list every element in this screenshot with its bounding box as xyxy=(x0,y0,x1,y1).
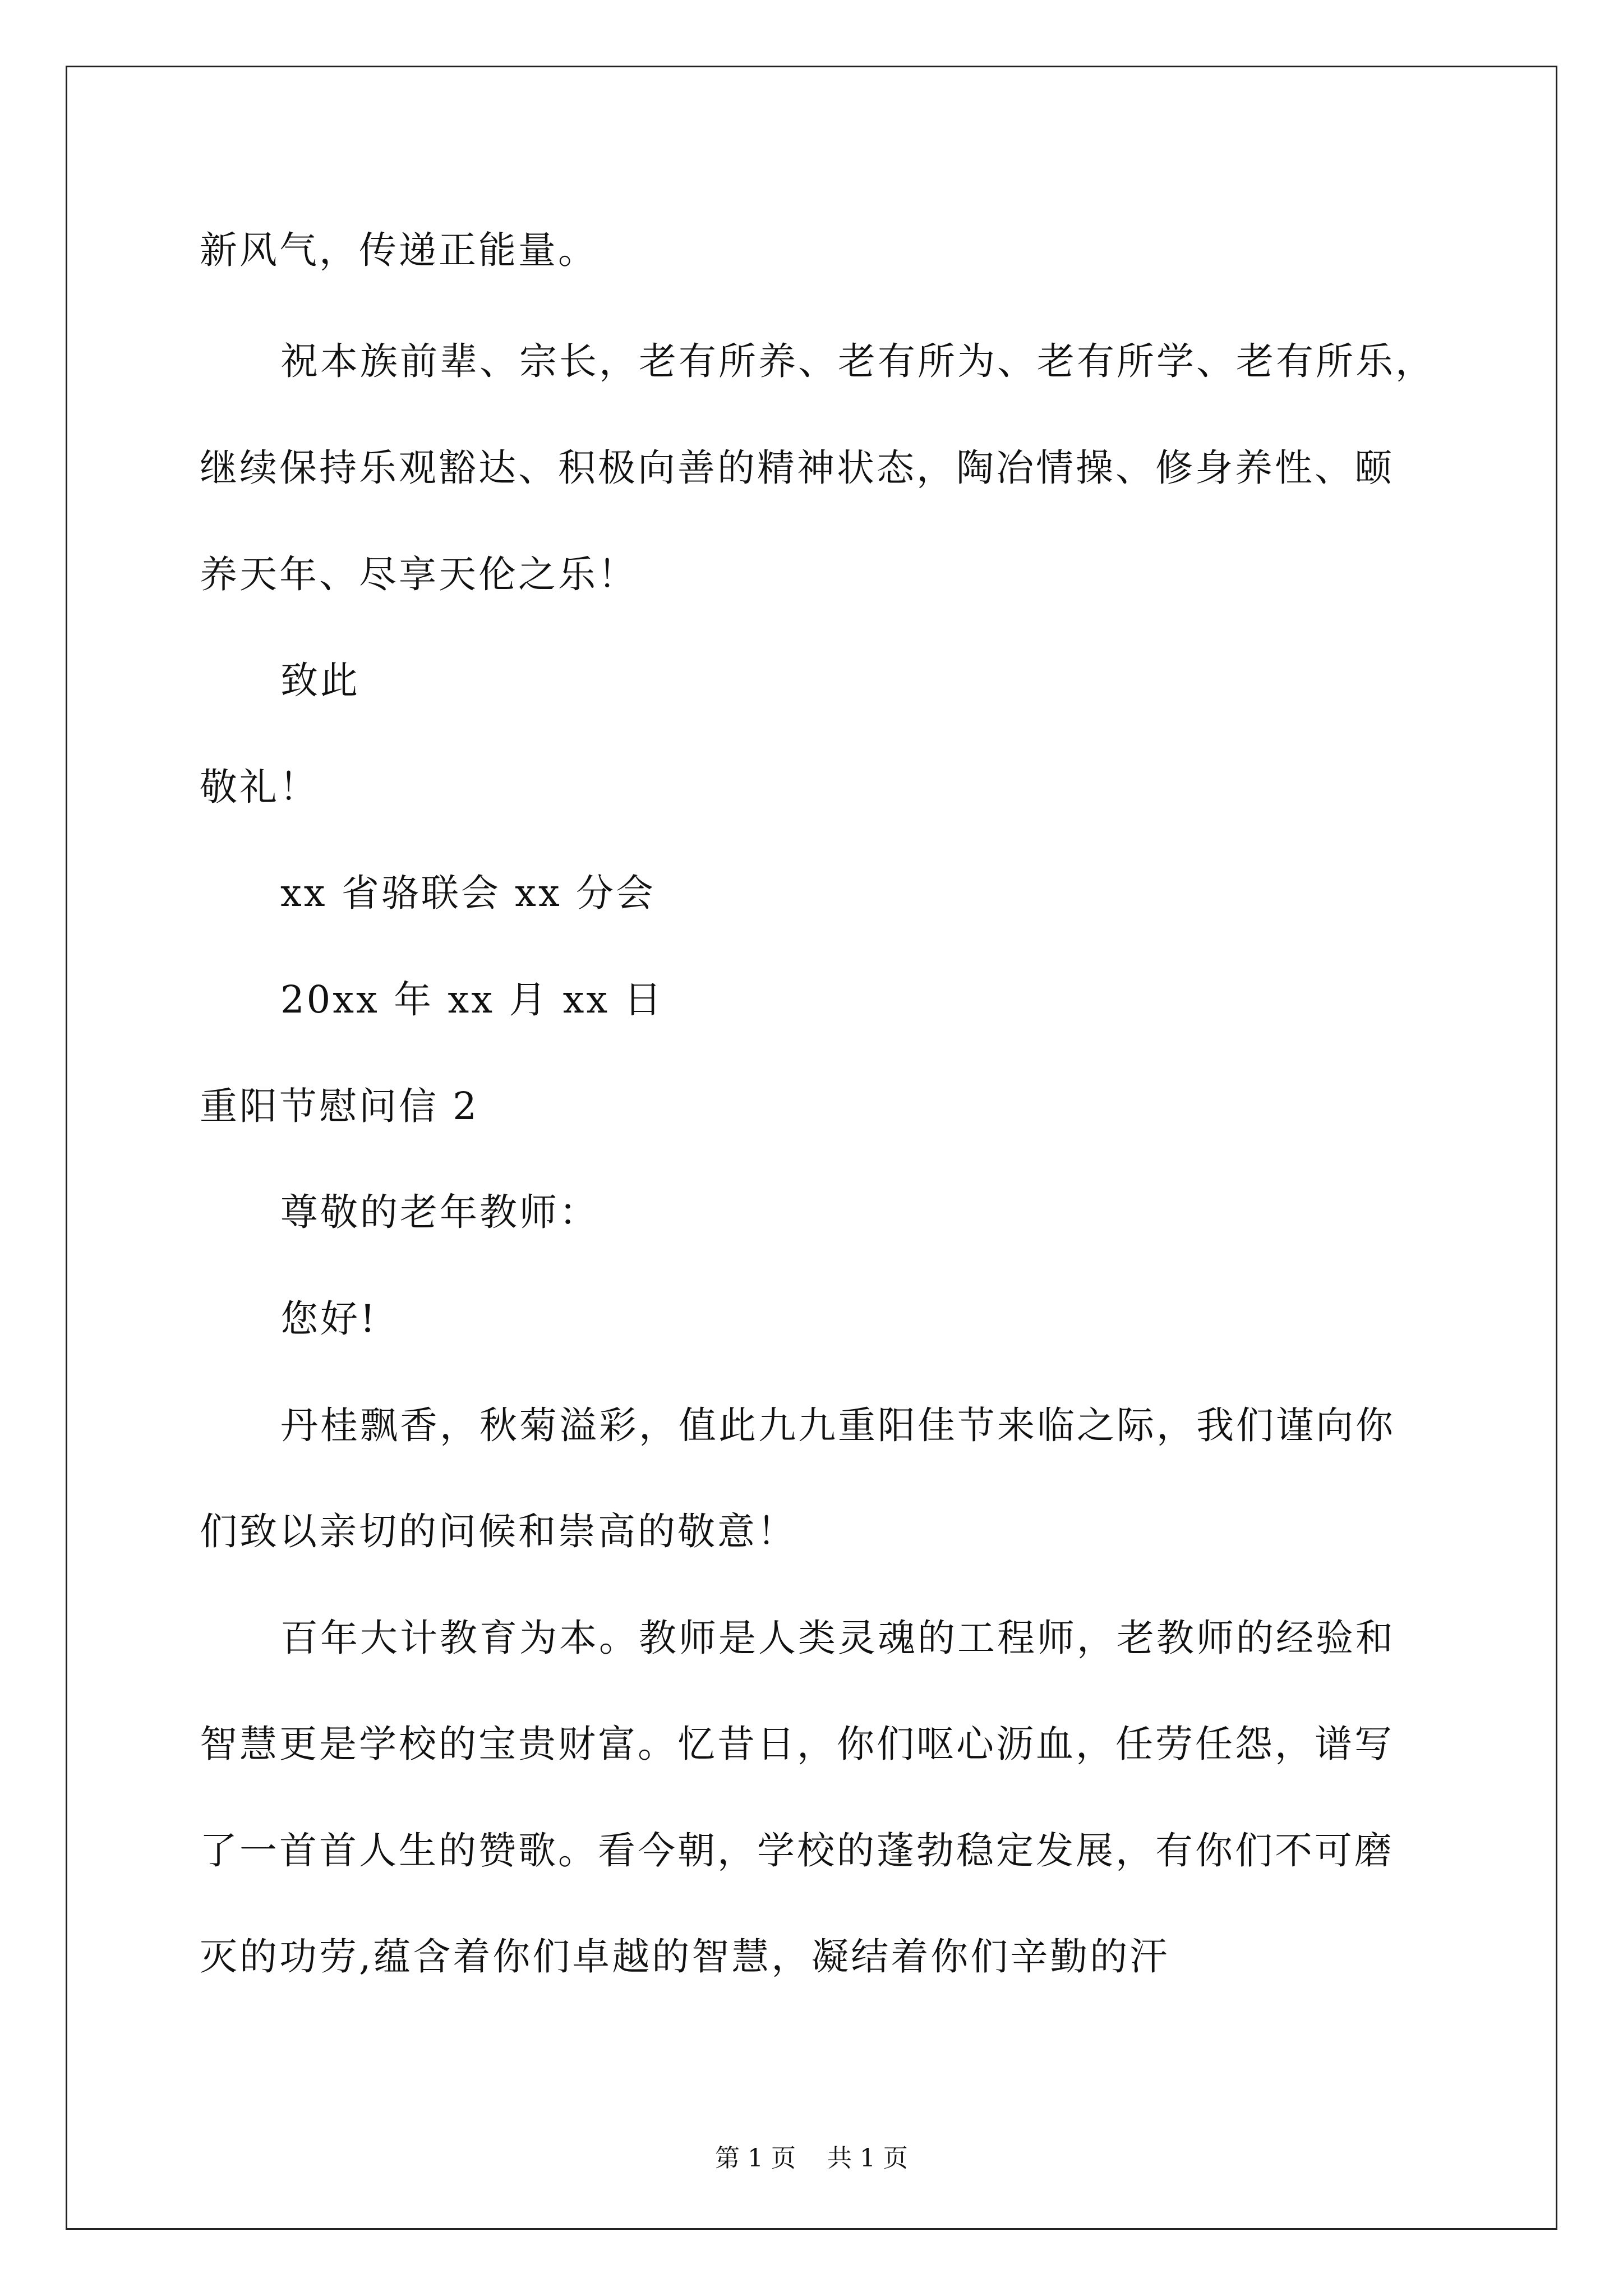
text-line: 养天年、尽享天伦之乐！ xyxy=(200,553,638,596)
text-line: 致此 xyxy=(280,659,360,702)
text-line: 了一首首人生的赞歌。看今朝，学校的蓬勃稳定发展，有你们不可磨 xyxy=(200,1829,1394,1872)
text-line: 百年大计教育为本。教师是人类灵魂的工程师，老教师的经验和 xyxy=(280,1616,1395,1660)
text-line: 继续保持乐观豁达、积极向善的精神状态，陶冶情操、修身养性、颐 xyxy=(200,446,1394,490)
page-footer: 第 1 页 共 1 页 xyxy=(715,2144,908,2173)
text-line: 灭的功劳,蕴含着你们卓越的智慧，凝结着你们辛勤的汗 xyxy=(200,1935,1170,1978)
text-line: 们致以亲切的问候和崇高的敬意！ xyxy=(200,1510,797,1553)
text-line: 新风气，传递正能量。 xyxy=(200,228,598,272)
text-line: xx 省骆联会 xx 分会 xyxy=(280,871,656,915)
text-line: 智慧更是学校的宝贵财富。忆昔日，你们呕心沥血，任劳任怨，谱写 xyxy=(200,1722,1394,1766)
text-line: 祝本族前辈、宗长，老有所养、老有所为、老有所学、老有所乐， xyxy=(280,339,1435,383)
greeting: 您好! xyxy=(280,1297,377,1341)
text-line: 敬礼！ xyxy=(200,765,319,809)
section-heading: 重阳节慰问信 2 xyxy=(200,1084,479,1128)
page-border xyxy=(66,66,1557,2230)
text-line: 20xx 年 xx 月 xx 日 xyxy=(280,978,664,1022)
text-line: 丹桂飘香，秋菊溢彩，值此九九重阳佳节来临之际，我们谨向你 xyxy=(280,1404,1395,1447)
salutation: 尊敬的老年教师： xyxy=(280,1190,599,1234)
